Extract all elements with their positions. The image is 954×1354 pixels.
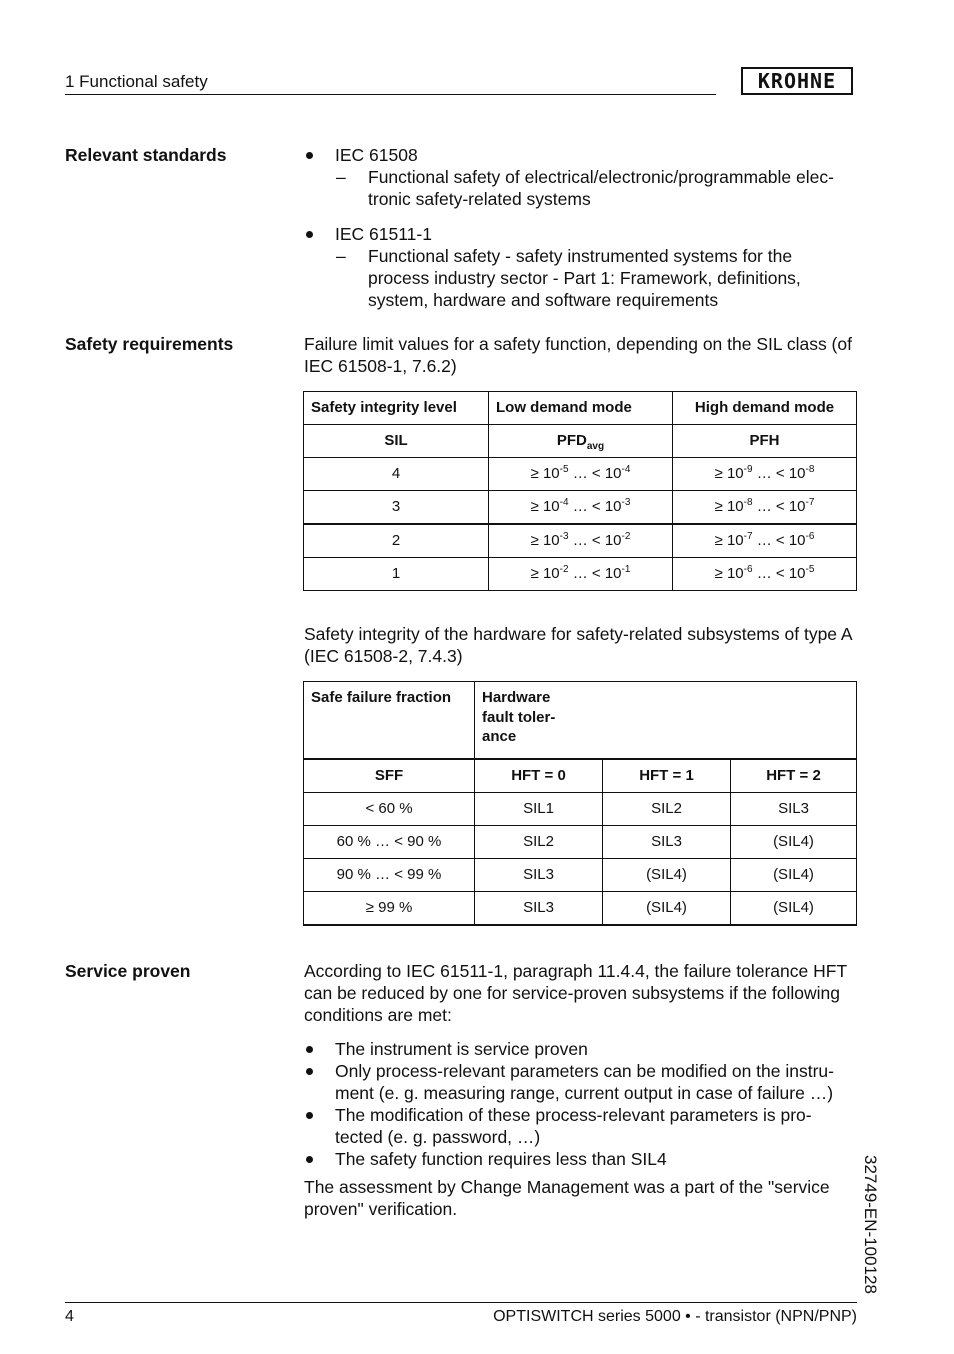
- range-part: … < 10: [568, 465, 622, 482]
- table-cell: 90 % … < 99 %: [304, 859, 475, 892]
- table-header-cell: Low demand mode: [489, 392, 673, 425]
- table-header-cell: Safety integrity level: [304, 392, 489, 425]
- exponent: -7: [805, 497, 815, 508]
- range-part: ≥ 10: [714, 565, 744, 582]
- service-proven-body: [304, 960, 859, 1220]
- table-cell: 2: [304, 524, 489, 558]
- table-cell: ≥ 99 %: [304, 892, 475, 926]
- table-cell: < 60 %: [304, 793, 475, 826]
- standard-desc: – Functional safety of electrical/electronic/programmable elec- tronic safety-related systems: [304, 166, 858, 210]
- document-id: 32749-EN-100128: [861, 1155, 880, 1294]
- table-row: [304, 892, 857, 926]
- table-subheader-row: [304, 759, 857, 793]
- table-cell: SIL3: [603, 826, 731, 859]
- range-part: … < 10: [568, 565, 622, 582]
- table-row: [304, 793, 857, 826]
- table-row: [304, 558, 857, 591]
- range-part: ≥ 10: [530, 498, 560, 515]
- table-cell: 1: [304, 558, 489, 591]
- table-header-row: [304, 682, 857, 760]
- range-part: … < 10: [752, 465, 806, 482]
- exponent: -1: [621, 564, 631, 575]
- pfd-label: PFD: [556, 432, 587, 449]
- table-subheader-cell: HFT = 2: [731, 759, 857, 793]
- table-cell: [673, 491, 857, 525]
- hardware-intro: Safety integrity of the hardware for safety-related subsystems of type A (IEC 61508-2, 7.4.3): [304, 624, 852, 666]
- range-part: … < 10: [568, 532, 622, 549]
- section-label-service-proven: Service proven: [65, 961, 191, 981]
- range-part: … < 10: [752, 532, 806, 549]
- hardware-integrity-table: [303, 681, 857, 926]
- table-row: [304, 524, 857, 558]
- list-item: The safety function requires less than SIL4: [304, 1148, 859, 1170]
- table-cell: [489, 491, 673, 525]
- section-label-safety-requirements: Safety requirements: [65, 334, 234, 354]
- table-subheader-cell: SFF: [304, 759, 475, 793]
- service-closing: The assessment by Change Management was a part of the "service proven" verification.: [304, 1177, 830, 1219]
- exponent: -5: [805, 564, 815, 575]
- footer-rule: [65, 1302, 857, 1303]
- range-part: … < 10: [752, 565, 806, 582]
- table-header-cell: High demand mode: [673, 392, 857, 425]
- standard-item: [304, 144, 859, 166]
- list-item: The instrument is service proven: [304, 1038, 859, 1060]
- standard-item: [304, 223, 859, 245]
- exponent: -6: [805, 531, 815, 542]
- table-cell: 60 % … < 90 %: [304, 826, 475, 859]
- krohne-logo: [741, 67, 853, 95]
- table-cell: [673, 558, 857, 591]
- exponent: -3: [621, 497, 631, 508]
- logo-text: KROHNE: [757, 69, 837, 93]
- service-intro: According to IEC 61511-1, paragraph 11.4.4, the failure tolerance HFT can be reduced by one for service-proven subsystems if the following conditions are met:: [304, 961, 847, 1025]
- table-subheader-cell: PFH: [673, 425, 857, 458]
- table-cell: 4: [304, 458, 489, 491]
- sil-limits-table: [303, 391, 857, 591]
- exponent: -4: [621, 464, 631, 475]
- range-part: ≥ 10: [714, 465, 744, 482]
- range-part: … < 10: [568, 498, 622, 515]
- table-row: [304, 826, 857, 859]
- header-rule: [65, 94, 716, 95]
- table-cell: [673, 458, 857, 491]
- table-cell: [489, 558, 673, 591]
- table-row: [304, 859, 857, 892]
- list-item: The modification of these process-relevant parameters is pro- tected (e. g. password, …): [304, 1104, 835, 1148]
- list-item: Only process-relevant parameters can be modified on the instru- ment (e. g. measuring range, current output in case of failure …): [304, 1060, 859, 1104]
- table-cell: SIL3: [475, 892, 603, 926]
- exponent: -8: [743, 497, 753, 508]
- exponent: -5: [559, 464, 569, 475]
- table-cell: SIL1: [475, 793, 603, 826]
- table-header-cell: Safe failure fraction: [304, 682, 475, 760]
- table-subheader-cell: HFT = 1: [603, 759, 731, 793]
- standard-title: IEC 61508: [335, 145, 418, 165]
- page-number: 4: [65, 1308, 74, 1325]
- table-cell: (SIL4): [731, 892, 857, 926]
- range-part: ≥ 10: [714, 498, 744, 515]
- exponent: -2: [559, 564, 569, 575]
- section-label-relevant-standards: Relevant standards: [65, 145, 227, 165]
- table-cell: (SIL4): [731, 859, 857, 892]
- standards-list: [304, 144, 859, 311]
- hft-header-text: Hardware fault toler- ance: [482, 689, 556, 745]
- range-part: ≥ 10: [714, 532, 744, 549]
- table-header-row: [304, 392, 857, 425]
- table-header-cell: [475, 682, 857, 760]
- table-row: [304, 458, 857, 491]
- table-subheader-row: [304, 425, 857, 458]
- exponent: -4: [559, 497, 569, 508]
- exponent: -9: [743, 464, 753, 475]
- table-cell: (SIL4): [603, 892, 731, 926]
- table-row: [304, 491, 857, 525]
- table-cell: [673, 524, 857, 558]
- table-subheader-cell: [489, 425, 673, 458]
- range-part: … < 10: [752, 498, 806, 515]
- table-cell: SIL3: [731, 793, 857, 826]
- table-cell: [489, 458, 673, 491]
- exponent: -8: [805, 464, 815, 475]
- range-part: ≥ 10: [530, 465, 560, 482]
- range-part: ≥ 10: [530, 565, 560, 582]
- range-part: ≥ 10: [530, 532, 560, 549]
- table-cell: [489, 524, 673, 558]
- exponent: -7: [743, 531, 753, 542]
- table-cell: SIL2: [603, 793, 731, 826]
- table-cell: (SIL4): [731, 826, 857, 859]
- standard-title: IEC 61511-1: [335, 224, 432, 244]
- footer-product-title: OPTISWITCH series 5000 • - transistor (NPN/PNP): [493, 1308, 857, 1325]
- table-cell: SIL2: [475, 826, 603, 859]
- table-subheader-cell: HFT = 0: [475, 759, 603, 793]
- table-subheader-cell: SIL: [304, 425, 489, 458]
- table-cell: SIL3: [475, 859, 603, 892]
- exponent: -3: [559, 531, 569, 542]
- standard-desc: – Functional safety - safety instrumented systems for the process industry sector - Part 1: Framework, definitions, system, hardware and software requirements: [304, 245, 838, 311]
- table-cell: 3: [304, 491, 489, 525]
- exponent: -2: [621, 531, 631, 542]
- pfd-subscript: avg: [586, 441, 605, 452]
- table-cell: (SIL4): [603, 859, 731, 892]
- safety-intro: Failure limit values for a safety function, depending on the SIL class (of IEC 61508-1, 7.6.2): [304, 334, 852, 376]
- chapter-heading: 1 Functional safety: [65, 72, 208, 91]
- exponent: -6: [743, 564, 753, 575]
